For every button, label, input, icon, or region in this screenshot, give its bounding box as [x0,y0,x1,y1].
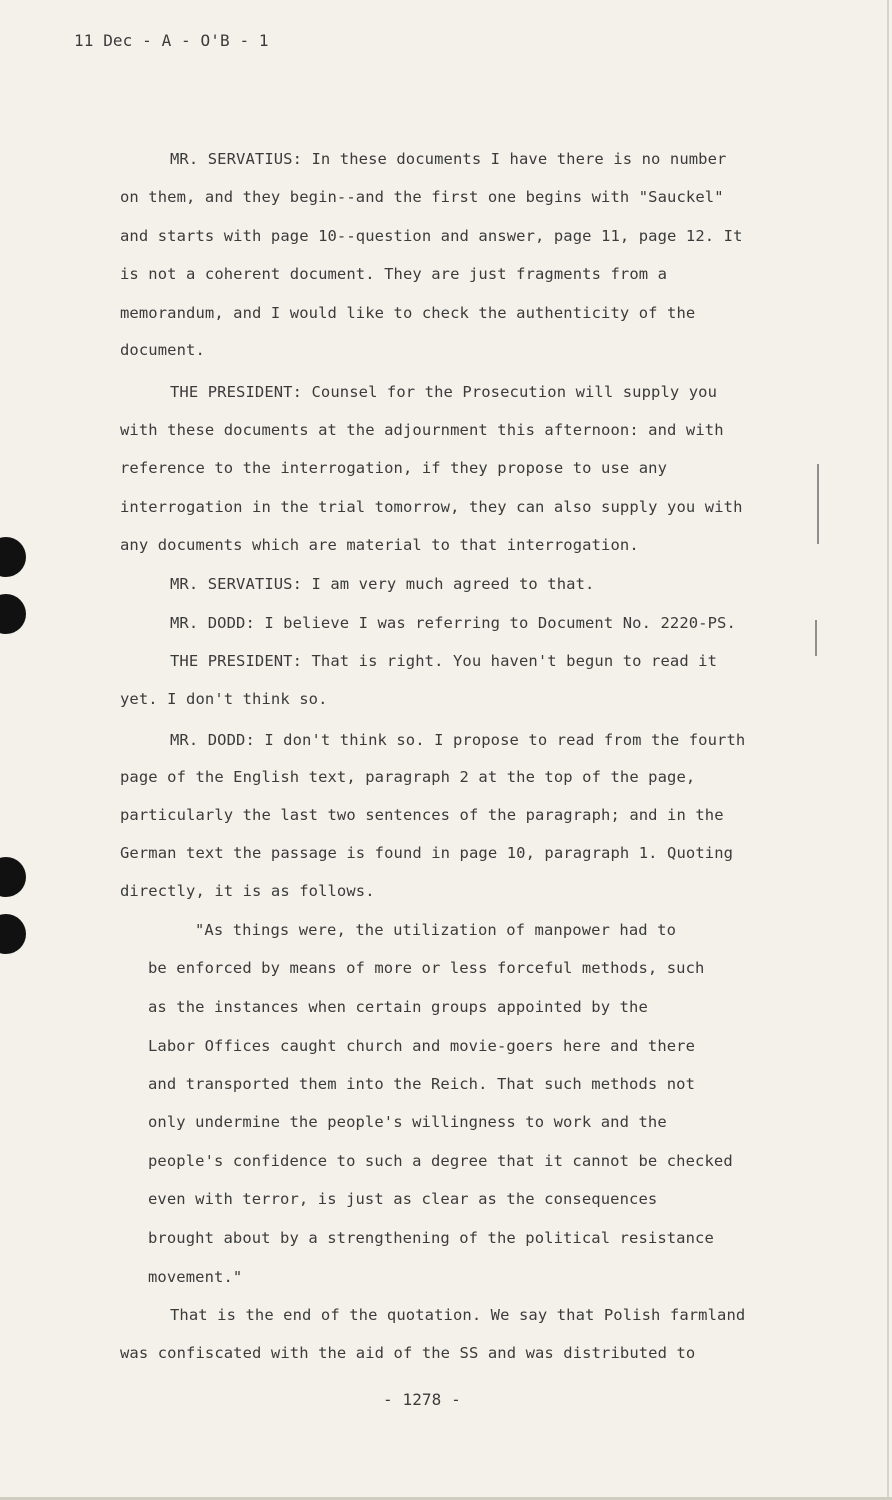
transcript-line: be enforced by means of more or less forceful methods, such [148,959,705,977]
transcript-line: Labor Offices caught church and movie-goers here and there [148,1037,696,1055]
page-edge [887,0,889,1500]
transcript-line: was confiscated with the aid of the SS and was distributed to [120,1344,696,1362]
transcript-line: people's confidence to such a degree that it cannot be checked [148,1152,733,1170]
transcript-line: MR. SERVATIUS: I am very much agreed to that. [170,575,595,593]
transcript-line: yet. I don't think so. [120,690,328,708]
transcript-line: MR. SERVATIUS: In these documents I have there is no number [170,150,727,168]
page-header-ref: 11 Dec - A - O'B - 1 [74,31,269,50]
transcript-line: directly, it is as follows. [120,882,375,900]
transcript-line: "As things were, the utilization of manpower had to [195,921,677,939]
transcript-line: any documents which are material to that interrogation. [120,536,639,554]
margin-mark [815,620,817,656]
transcript-line: is not a coherent document. They are just fragments from a [120,265,668,283]
transcript-line: interrogation in the trial tomorrow, they can also supply you with [120,498,743,516]
punch-hole [0,857,26,897]
transcript-line: German text the passage is found in page 10, paragraph 1. Quoting [120,844,734,862]
transcript-line: That is the end of the quotation. We say that Polish farmland [170,1306,746,1324]
transcript-line: reference to the interrogation, if they propose to use any [120,459,668,477]
transcript-line: THE PRESIDENT: That is right. You haven't begun to read it [170,652,718,670]
transcript-line: movement." [148,1268,243,1286]
punch-hole [0,594,26,634]
transcript-line: THE PRESIDENT: Counsel for the Prosecution will supply you [170,383,718,401]
transcript-line: with these documents at the adjournment this afternoon: and with [120,421,724,439]
transcript-line: only undermine the people's willingness to work and the [148,1113,667,1131]
margin-mark [817,464,819,544]
punch-hole [0,537,26,577]
transcript-line: document. [120,341,205,359]
punch-hole [0,914,26,954]
page-number: - 1278 - [383,1390,461,1409]
transcript-line: and starts with page 10--question and answer, page 11, page 12. It [120,227,743,245]
transcript-line: MR. DODD: I believe I was referring to Document No. 2220-PS. [170,614,736,632]
transcript-line: brought about by a strengthening of the political resistance [148,1229,714,1247]
transcript-line: as the instances when certain groups appointed by the [148,998,648,1016]
transcript-line: even with terror, is just as clear as the consequences [148,1190,658,1208]
transcript-line: MR. DODD: I don't think so. I propose to read from the fourth [170,731,746,749]
transcript-line: page of the English text, paragraph 2 at the top of the page, [120,768,696,786]
transcript-line: memorandum, and I would like to check the authenticity of the [120,304,696,322]
transcript-line: particularly the last two sentences of the paragraph; and in the [120,806,724,824]
transcript-line: on them, and they begin--and the first one begins with "Sauckel" [120,188,724,206]
transcript-line: and transported them into the Reich. That such methods not [148,1075,696,1093]
